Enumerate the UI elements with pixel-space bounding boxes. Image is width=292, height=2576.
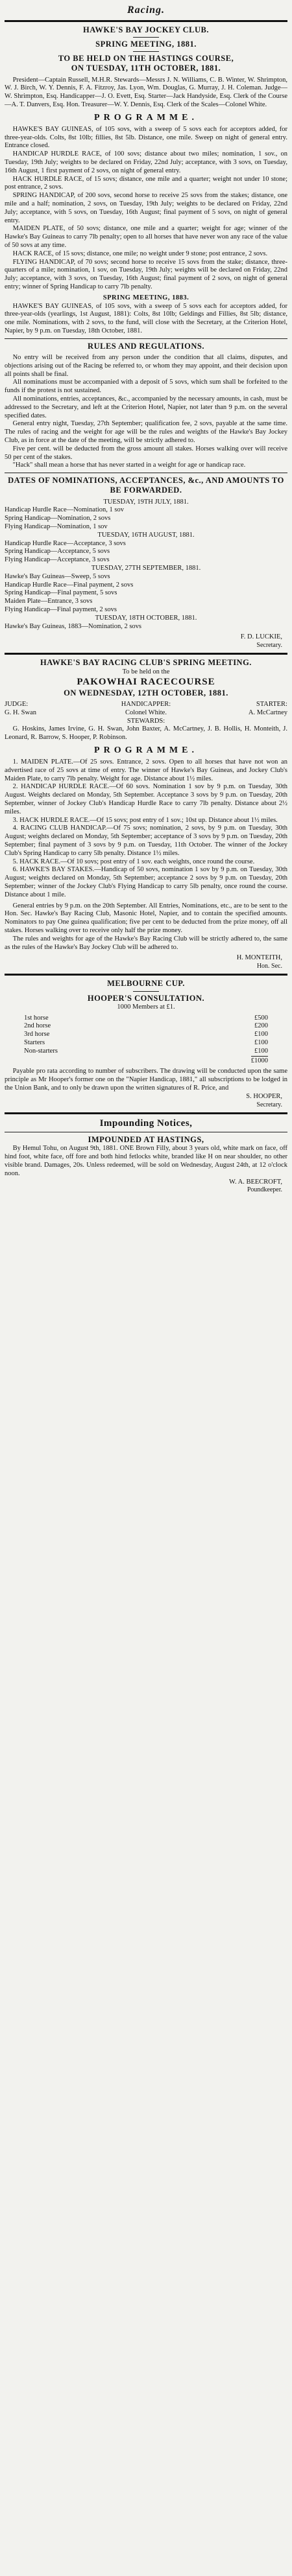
hbjc-events: [5, 126, 287, 292]
dates-line: Flying Handicap—Acceptance, 3 sovs: [5, 556, 110, 564]
melbourne-consultation: HOOPER'S CONSULTATION.: [87, 993, 205, 1003]
hbrc-event: 2. HANDICAP HURDLE RACE.—Of 60 sovs. Nomination 1 sov by 9 p.m. on Tuesday, 30th August. Weights declared on Monday, 5th September. Acceptance 3 sovs by 9 p.m. on Tuesday, 20th September, winner of Jockey Club's Handicap Hurdle Race to carry 7lb penalty. Distance about 2½ miles.: [5, 783, 287, 815]
rules-paragraph: "Hack" shall mean a horse that has never started in a weight for age or handicap race.: [12, 462, 246, 469]
dates-signatory-role: Secretary.: [256, 642, 282, 650]
rules-paragraph: Five per cent. will be deducted from the gross amount all stakes. Horses walking over will receive 50 per cent of the stakes.: [5, 445, 287, 461]
impounding-title: Impounding Notices,: [99, 1118, 193, 1129]
newspaper-column: [5, 0, 287, 1200]
dates-line: Spring Handicap—Nomination, 2 sovs: [5, 515, 111, 522]
dates-group: [5, 615, 287, 631]
dates-line: Handicap Hurdle Race—Final payment, 2 sovs: [5, 581, 134, 589]
hbjc-programme-label: PROGRAMME.: [94, 112, 198, 123]
prize-row: [5, 1031, 287, 1039]
prize-amount: £100: [254, 1031, 268, 1038]
dates-group-heading: TUESDAY, 16TH AUGUST, 1881.: [97, 531, 195, 539]
hbjc-event: HACK HURDLE RACE, of 15 sovs; distance, one mile and a quarter; weight not under 10 stone; post entrance, 2 sovs.: [5, 175, 287, 191]
melbourne-cup-advertisement: [5, 979, 287, 1108]
hbrc-programme-label: PROGRAMME.: [94, 745, 198, 755]
impounding-section: [5, 1118, 287, 1195]
prize-row: [5, 1039, 287, 1048]
dates-group-heading: TUESDAY, 19TH JULY, 1881.: [103, 498, 189, 506]
divider: [5, 1112, 287, 1114]
prize-amount: £500: [254, 1014, 268, 1022]
hbrc-officials-heads: [5, 701, 287, 709]
divider: [5, 653, 287, 655]
rules-paragraph: All nominations, entries, acceptances, &c., accompanied by the necessary amounts, in cash, must be addressed to the Secretary, and left at the Criterion Hotel, Napier, not later than 9 p.m. on the several specified dates.: [5, 395, 287, 419]
melbourne-prize-list: [5, 1014, 287, 1066]
hbrc-handicapper-name: Colonel White.: [125, 708, 167, 716]
divider: [133, 991, 159, 992]
dates-signatory: F. D. LUCKIE,: [240, 633, 282, 641]
rules-section: [5, 342, 287, 470]
melbourne-text: Payable pro rata according to number of subscribers. The drawing will be conducted upon the same principle as Mr Hooper's former one on the "Napier Handicap, 1881," all subscriptions to be lodged in the Union Bank, and to only be drawn upon the written signatures of R. Price, and: [5, 1068, 287, 1092]
dates-line: Hawke's Bay Guineas—Sweep, 5 sovs: [5, 572, 110, 580]
hbrc-closing: General entries by 9 p.m. on the 20th September. All Entries, Nominations, etc., are to be sent to the Hon. Sec. Hawke's Bay Racing Club, Masonic Hotel, Napier, and to contain the specified amounts. Nominators to pay One guinea qualification; five per cent to be deducted from the prize money, off all stakes. Horses walking over to receive only half the prize money.: [5, 902, 287, 934]
rules-paragraph: General entry night, Tuesday, 27th September; qualification fee, 2 sovs, payable at the same time. The rules of racing and the weight for age will be the rules and weights of the Hawke's Bay Jockey Club, as in force at the date of the meeting, will be strictly adhered to.: [5, 420, 287, 444]
hbjc-event: HANDICAP HURDLE RACE, of 100 sovs; distance about two miles; nomination, 1 sov., on Tuesday, 19th July; weights to be declared on Friday, 22nd July; acceptance, with 3 sovs, on Tuesday, 16th August, 1 first payment of 2 sovs, on night of general entry.: [5, 150, 287, 174]
hbrc-course: PAKOWHAI RACECOURSE: [77, 677, 215, 688]
divider: [133, 51, 159, 52]
dates-group: [5, 498, 287, 532]
hbrc-held-on: To be held on the: [122, 668, 170, 675]
hbjc-event: FLYING HANDICAP, of 70 sovs; second horse to receive 15 sovs from the stake; distance, three-quarters of a mile; nomination, 1 sov, on Tuesday, 19th July; weights will be declared on Friday, 22nd July; acceptance, with 3 sovs, on Tuesday, 16th August; final payment of 2 sovs, on night of general entry; winner of Spring Handicap to carry 7lb penalty.: [5, 258, 287, 290]
impounding-signatory: W. A. BEECROFT,: [229, 1178, 282, 1186]
hbrc-stewards-label: STEWARDS:: [127, 717, 165, 725]
rules-paragraph: No entry will be received from any person under the condition that all claims, disputes, and objections arising out of the Racing be referred to, or whom they may appoint, and their decision upon all points shall be final.: [5, 353, 287, 378]
divider: [5, 20, 287, 22]
impounding-text: By Hemul Tohu, on August 9th, 1881. ONE Brown Filly, about 3 years old, white mark on face, off hind foot, white face, off fore and both hind fetlocks white, branded like H on near shoulder, no other visible brand. Damages, 20s. Unless redeemed, will be sold on Wednesday, August 24th, at 12 o'clock noon.: [5, 1145, 287, 1177]
melbourne-title: MELBOURNE CUP.: [107, 979, 185, 989]
hbjc-event: MAIDEN PLATE, of 50 sovs; distance, one mile and a quarter; weight for age; winner of the Hawke's Bay Guineas to carry 7lb penalty; open to all horses that have never won any race of the value of 50 sovs at any time.: [5, 225, 287, 249]
dates-line: Maiden Plate—Entrance, 3 sovs: [5, 598, 93, 605]
prize-row: [5, 1048, 287, 1056]
dates-group: [5, 532, 287, 565]
melbourne-signatory: S. HOOPER,: [246, 1092, 282, 1100]
hbrc-date: ON WEDNESDAY, 12TH OCTOBER, 1881.: [64, 688, 228, 697]
hbjc-spring-text: HAWKE'S BAY GUINEAS, of 105 sovs, with a sweep of 5 sovs each for acceptors added, for three-year-olds (yearlings, 1st August, 1881): Colts, 8st 10lb; Geldings and Fillies, 8st 5lb; distance, one mile. Nominations, with 2 sovs, to the fund, will close with the Secretary, at the Criterion Hotel, Napier, by 9 p.m. on Tuesday, 18th October, 1881.: [5, 302, 287, 334]
prize-label: Non-starters: [24, 1047, 58, 1055]
dates-section: [5, 476, 287, 650]
hbrc-judge-name: G. H. Swan: [5, 708, 36, 716]
hbrc-starter-label: STARTER:: [256, 700, 287, 708]
dates-group-heading: TUESDAY, 18TH OCTOBER, 1881.: [95, 614, 197, 622]
hbrc-judge-label: JUDGE:: [5, 700, 29, 708]
melbourne-signatory-role: Secretary.: [256, 1101, 282, 1108]
hbjc-event: HAWKE'S BAY GUINEAS, of 105 sovs, with a sweep of 5 sovs each for acceptors added, for three-year-olds. Colts, 8st 10lb; fillies, 8st 5lb. Distance, one mile. Sweep on night of general entry. Entrance closed.: [5, 125, 287, 150]
melbourne-members: 1000 Members at £1.: [117, 1003, 175, 1011]
rules-title: RULES AND REGULATIONS.: [88, 341, 204, 351]
prize-label: 3rd horse: [24, 1031, 50, 1038]
prize-total-row: [5, 1056, 287, 1066]
prize-amount: £200: [254, 1022, 268, 1030]
hbrc-closing: The rules and weights for age of the Hawke's Bay Racing Club will be strictly adhered to, the same as the rules of the Hawke's Bay Jockey Club will be adhered to.: [5, 935, 287, 951]
prize-row: [5, 1022, 287, 1031]
prize-amount: £100: [254, 1039, 268, 1046]
prize-label: 2nd horse: [24, 1022, 51, 1030]
hbjc-advertisement: [5, 25, 287, 336]
hbrc-club-name: HAWKE'S BAY RACING CLUB'S SPRING MEETING.: [40, 658, 252, 668]
prize-total: £1000: [250, 1057, 268, 1064]
hbrc-handicapper-label: HANDICAPPER:: [121, 700, 171, 708]
hbrc-signatory-role: Hon. Sec.: [256, 963, 282, 970]
prize-row: [5, 1014, 287, 1023]
hbrc-events: [5, 758, 287, 900]
hbrc-event: 1. MAIDEN PLATE.—Of 25 sovs. Entrance, 2 sovs. Open to all horses that have not won an advertised race of 25 sovs at time of entry. The winner of Hawke's Bay Guineas, and Jockey Club's Maiden Plate, to carry 7lb penalty. Weight for age. Distance about 1½ miles.: [5, 758, 287, 782]
divider: [5, 974, 287, 976]
dates-line: Handicap Hurdle Race—Nomination, 1 sov: [5, 506, 124, 514]
hbrc-advertisement: [5, 658, 287, 970]
hbjc-meeting: SPRING MEETING, 1881.: [95, 39, 197, 49]
dates-title: DATES OF NOMINATIONS, ACCEPTANCES, &c., AND AMOUNTS TO BE FORWARDED.: [8, 476, 284, 495]
hbjc-event: HACK RACE, of 15 sovs; distance, one mile; no weight under 9 stone; post entrance, 2 sovs.: [12, 250, 268, 257]
hbrc-officials-names: [5, 709, 287, 718]
dates-line: Handicap Hurdle Race—Acceptance, 3 sovs: [5, 539, 126, 547]
divider: [133, 37, 159, 38]
hbrc-starter-name: A. McCartney: [248, 708, 287, 716]
divider: [5, 338, 287, 339]
hbrc-signatory: H. MONTEITH,: [236, 954, 282, 962]
hbrc-event: 6. HAWKE'S BAY STAKES.—Handicap of 50 sovs, nomination 1 sov by 9 p.m. on Tuesday, 30th August; weights declared on Monday, 5th September; acceptance 2 sovs by 9 p.m. on Tuesday, 20th September; winner of the Jockey Club's Flying Handicap to carry 5lb penalty, once round the course. Distance about 1 mile.: [5, 866, 287, 898]
hbjc-club-name: HAWKE'S BAY JOCKEY CLUB.: [83, 25, 209, 34]
rules-paragraph: All nominations must be accompanied with a deposit of 5 sovs, which sum shall be forfeited to the funds if the protest is not sustained.: [5, 379, 287, 395]
prize-amount: £100: [254, 1047, 268, 1055]
dates-line: Flying Handicap—Nomination, 1 sov: [5, 523, 108, 530]
dates-line: Hawke's Bay Guineas, 1883—Nomination, 2 sovs: [5, 622, 141, 630]
prize-label: Starters: [24, 1039, 45, 1046]
hbrc-stewards: G. Hoskins, James Irvine, G. H. Swan, John Baxter, A. McCartney, J. B. Hollis, H. Monteith, J. Leonard, R. Barrow, S. Hooper, P. Robinson.: [5, 725, 287, 742]
dates-group: [5, 565, 287, 615]
dates-line: Spring Handicap—Acceptance, 5 sovs: [5, 548, 110, 556]
impounding-signatory-role: Poundkeeper.: [247, 1186, 282, 1194]
dates-line: Spring Handicap—Final payment, 5 sovs: [5, 589, 117, 597]
dates-line: Flying Handicap—Final payment, 2 sovs: [5, 605, 117, 613]
hbjc-officials: President—Captain Russell, M.H.R. Stewards—Messrs J. N. Williams, C. B. Winter, W. Shrimpton, W. J. Birch, W. Y. Dennis, F. A. Fitzroy, Jas. Lyon, Wm. Douglas, G. Murray, J. H. Coleman. Judge—W. Shrimpton, Esq. Handicapper—J. O. Evett, Esq. Starter—Jack Handyside, Esq. Clerk of the Course—A. T. Danvers, Esq. Hon. Treasurer—W. Y. Dennis, Esq. Clerk of the Scales—Colonel White.: [5, 76, 287, 108]
hbrc-event: 4. RACING CLUB HANDICAP.—Of 75 sovs; nomination, 2 sovs, by 9 p.m. on Tuesday, 30th August; weights declared on Monday, 5th September; acceptance of 3 sovs by 9 p.m. on Tuesday, 20th September; final payment of 3 sovs by 9 p.m. on Tuesday, 11th October. The winner of the Jockey Club's Spring Handicap to carry 5lb penalty. Distance 1½ miles.: [5, 825, 287, 857]
hbjc-spring-title: SPRING MEETING, 1883.: [103, 294, 189, 301]
hbrc-event: 5. HACK RACE.—Of 10 sovs; post entry of 1 sov. each weights, once round the course.: [12, 858, 255, 865]
section-title: Racing.: [127, 5, 165, 16]
hbjc-held-on: TO BE HELD ON THE HASTINGS COURSE,: [58, 54, 234, 64]
dates-group-heading: TUESDAY, 27TH SEPTEMBER, 1881.: [91, 564, 201, 572]
hbjc-date: ON TUESDAY, 11TH OCTOBER, 1881.: [71, 64, 221, 73]
prize-label: 1st horse: [24, 1014, 49, 1022]
hbrc-event: 3. HACK HURDLE RACE.—Of 15 sovs; post entry of 1 sov.; 10st up. Distance about 1½ miles.: [12, 816, 278, 824]
impounding-heading: IMPOUNDED AT HASTINGS,: [88, 1135, 204, 1145]
hbjc-event: SPRING HANDICAP, of 200 sovs, second horse to receive 25 sovs from the stakes; distance, one mile and a half; nomination, 2 sovs, on Tuesday, 19th July; weights to be declared on Friday, 22nd July; acceptance, with 5 sovs, on Tuesday, 16th August; final payment of 5 sovs, on night of general entry.: [5, 192, 287, 224]
